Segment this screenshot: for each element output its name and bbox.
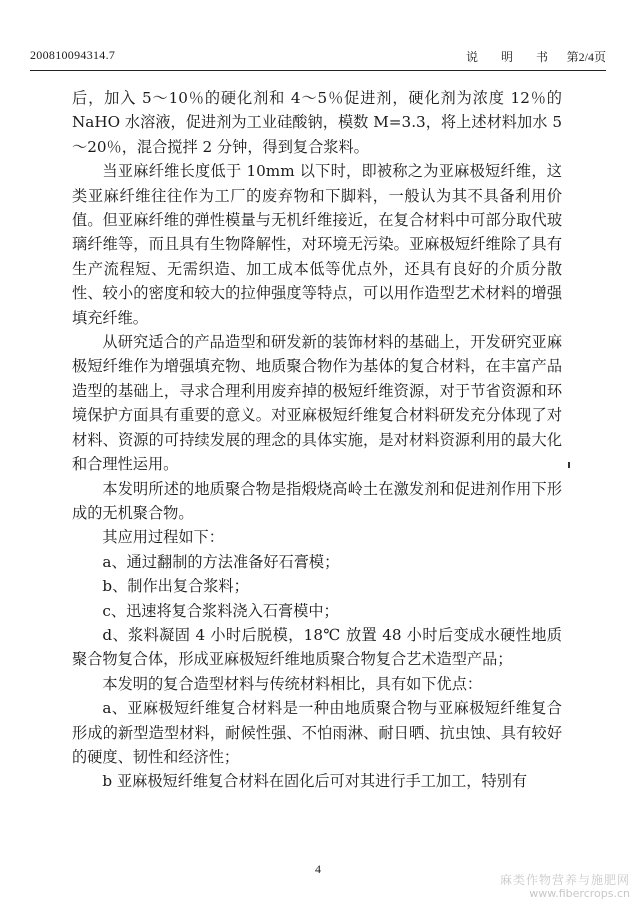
paragraph-advantages-intro: 本发明的复合造型材料与传统材料相比，具有如下优点： [102, 674, 483, 693]
header-divider [30, 70, 606, 71]
list-item-advantage-b: b 亚麻极短纤维复合材料在固化后可对其进行手工加工，特别有 [102, 772, 528, 791]
page-count: 第2/4页 [566, 50, 606, 64]
description-body [72, 86, 562, 794]
list-item-step-d: d、浆料凝固 4 小时后脱模，18℃ 放置 48 小时后变成水硬性地质聚合物复合体，形成亚麻极短纤维地质聚合物复合艺术造型产品； [72, 625, 562, 669]
watermark-url: www.fibercrops.cn [529, 887, 630, 900]
paragraph-process-intro: 其应用过程如下： [102, 528, 224, 547]
list-item-step-c: c、迅速将复合浆料浇入石膏模中； [102, 601, 339, 620]
paragraph-flax-short-fiber: 当亚麻纤维长度低于 10mm 以下时，即被称之为亚麻极短纤维，这类亚麻纤维往往作为工厂的废弃物和下脚料，一般认为其不具备利用价值。但亚麻纤维的弹性模量与无机纤维接近，在复合材料中可部分取代玻璃纤维等，而且具有生物降解性，对环境无污染。亚麻极短纤维除了具有生产流程短、无需织造、加工成本低等优点外，还具有良好的介质分散性、较小的密度和较大的拉伸强度等特点，可以用作造型艺术材料的增强填充纤维。 [72, 162, 562, 327]
page-header [30, 44, 606, 68]
watermark-title: 麻类作物营养与施肥网 [499, 873, 630, 887]
application-number: 200810094314.7 [30, 48, 116, 62]
list-item-step-b: b、制作出复合浆料； [102, 577, 249, 596]
paragraph-research-significance: 从研究适合的产品造型和研发新的装饰材料的基础上，开发研究亚麻极短纤维作为增强填充物、地质聚合物作为基体的复合材料，在丰富产品造型的基础上，寻求合理利用废弃掉的极短纤维资源，对于节省资源和环境保护方面具有重要的意义。对亚麻极短纤维复合材料研发充分体现了对材料、资源的可持续发展的理念的具体实施，是对材料资源利用的最大化和合理性运用。 [72, 333, 562, 474]
list-item-step-a: a、通过翻制的方法准备好石膏模； [102, 552, 340, 571]
paragraph-geopolymer-definition: 本发明所述的地质聚合物是指煅烧高岭土在激发剂和促进剂作用下形成的无机聚合物。 [72, 479, 562, 522]
page-number: 4 [315, 862, 321, 876]
list-item-advantage-a: a、亚麻极短纤维复合材料是一种由地质聚合物与亚麻极短纤维复合形成的新型造型材料，耐候性强、不怕雨淋、耐日晒、抗虫蚀、具有较好的硬度、韧性和经济性； [72, 699, 562, 766]
document-title: 说 明 书 [465, 50, 558, 64]
site-watermark [500, 873, 630, 901]
scan-mark [568, 462, 570, 468]
paragraph-continuation: 后，加入 5～10％的硬化剂和 4～5％促进剂，硬化剂为浓度 12％的 NaHO 水溶液，促进剂为工业硅酸钠，模数 M=3.3，将上述材料加水 5～20％，混合搅拌 2 分钟，得到复合浆料。 [72, 89, 562, 156]
